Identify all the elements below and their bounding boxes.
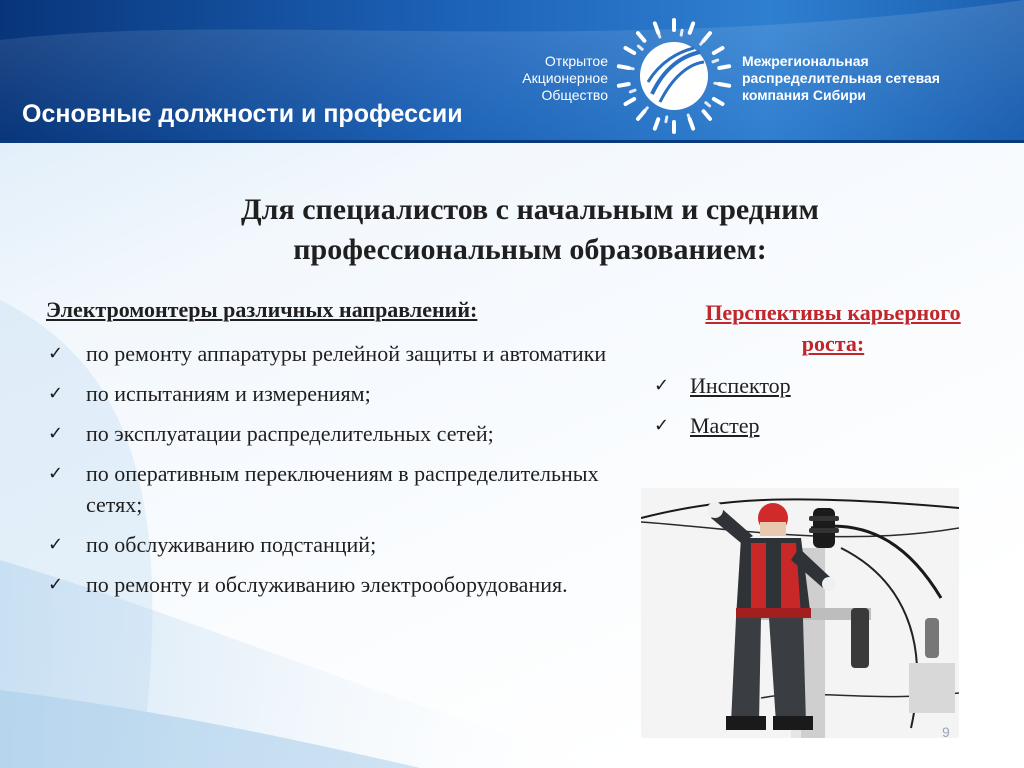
list-item-text: по ремонту и обслуживанию электрооборудования.: [86, 572, 568, 597]
list-item: [46, 569, 636, 600]
company-name-line: компания Сибири: [742, 87, 867, 103]
electricians-list: [46, 338, 636, 609]
check-icon: ✓: [48, 534, 64, 555]
list-item: [652, 370, 791, 401]
career-list: [652, 370, 791, 450]
subtitle-line: профессиональным образованием:: [293, 233, 767, 266]
subtitle-line: Для специалистов с начальным и средним: [241, 193, 819, 226]
org-type-line: Открытое: [544, 53, 608, 69]
list-item: [46, 529, 636, 560]
career-heading: [662, 297, 1004, 359]
electricians-heading: Электромонтеры различных направлений:: [46, 297, 478, 322]
career-heading-line: роста:: [801, 331, 865, 356]
check-icon: ✓: [48, 423, 64, 444]
company-name-line: Межрегиональная: [742, 53, 869, 69]
career-heading-line: Перспективы карьерного: [705, 300, 961, 325]
check-icon: ✓: [48, 383, 64, 404]
list-item: [652, 410, 791, 441]
list-item: [46, 418, 636, 449]
list-item-text: Инспектор: [690, 373, 791, 398]
check-icon: ✓: [654, 375, 670, 396]
check-icon: ✓: [48, 463, 64, 484]
electrician-photo: [641, 488, 959, 738]
check-icon: ✓: [48, 574, 64, 595]
list-item: [46, 338, 636, 369]
list-item-text: по оперативным переключениям в распределительных сетях;: [86, 461, 599, 517]
list-item: [46, 378, 636, 409]
org-type-line: Общество: [541, 87, 608, 103]
list-item-text: по ремонту аппаратуры релейной защиты и автоматики: [86, 341, 607, 366]
list-item-text: по обслуживанию подстанций;: [86, 532, 377, 557]
page-number: 9: [942, 724, 950, 740]
slide-title: Основные должности и профессии: [22, 100, 463, 128]
check-icon: ✓: [654, 415, 670, 436]
section-subtitle: [140, 190, 920, 270]
company-name: [742, 53, 1002, 104]
list-item: [46, 458, 636, 520]
company-logo: [612, 16, 736, 136]
org-type-line: Акционерное: [522, 70, 608, 86]
check-icon: ✓: [48, 343, 64, 364]
org-type-label: [488, 53, 608, 104]
list-item-text: по испытаниям и измерениям;: [86, 381, 371, 406]
list-item-text: Мастер: [690, 413, 760, 438]
company-name-line: распределительная сетевая: [742, 70, 940, 86]
list-item-text: по эксплуатации распределительных сетей;: [86, 421, 494, 446]
